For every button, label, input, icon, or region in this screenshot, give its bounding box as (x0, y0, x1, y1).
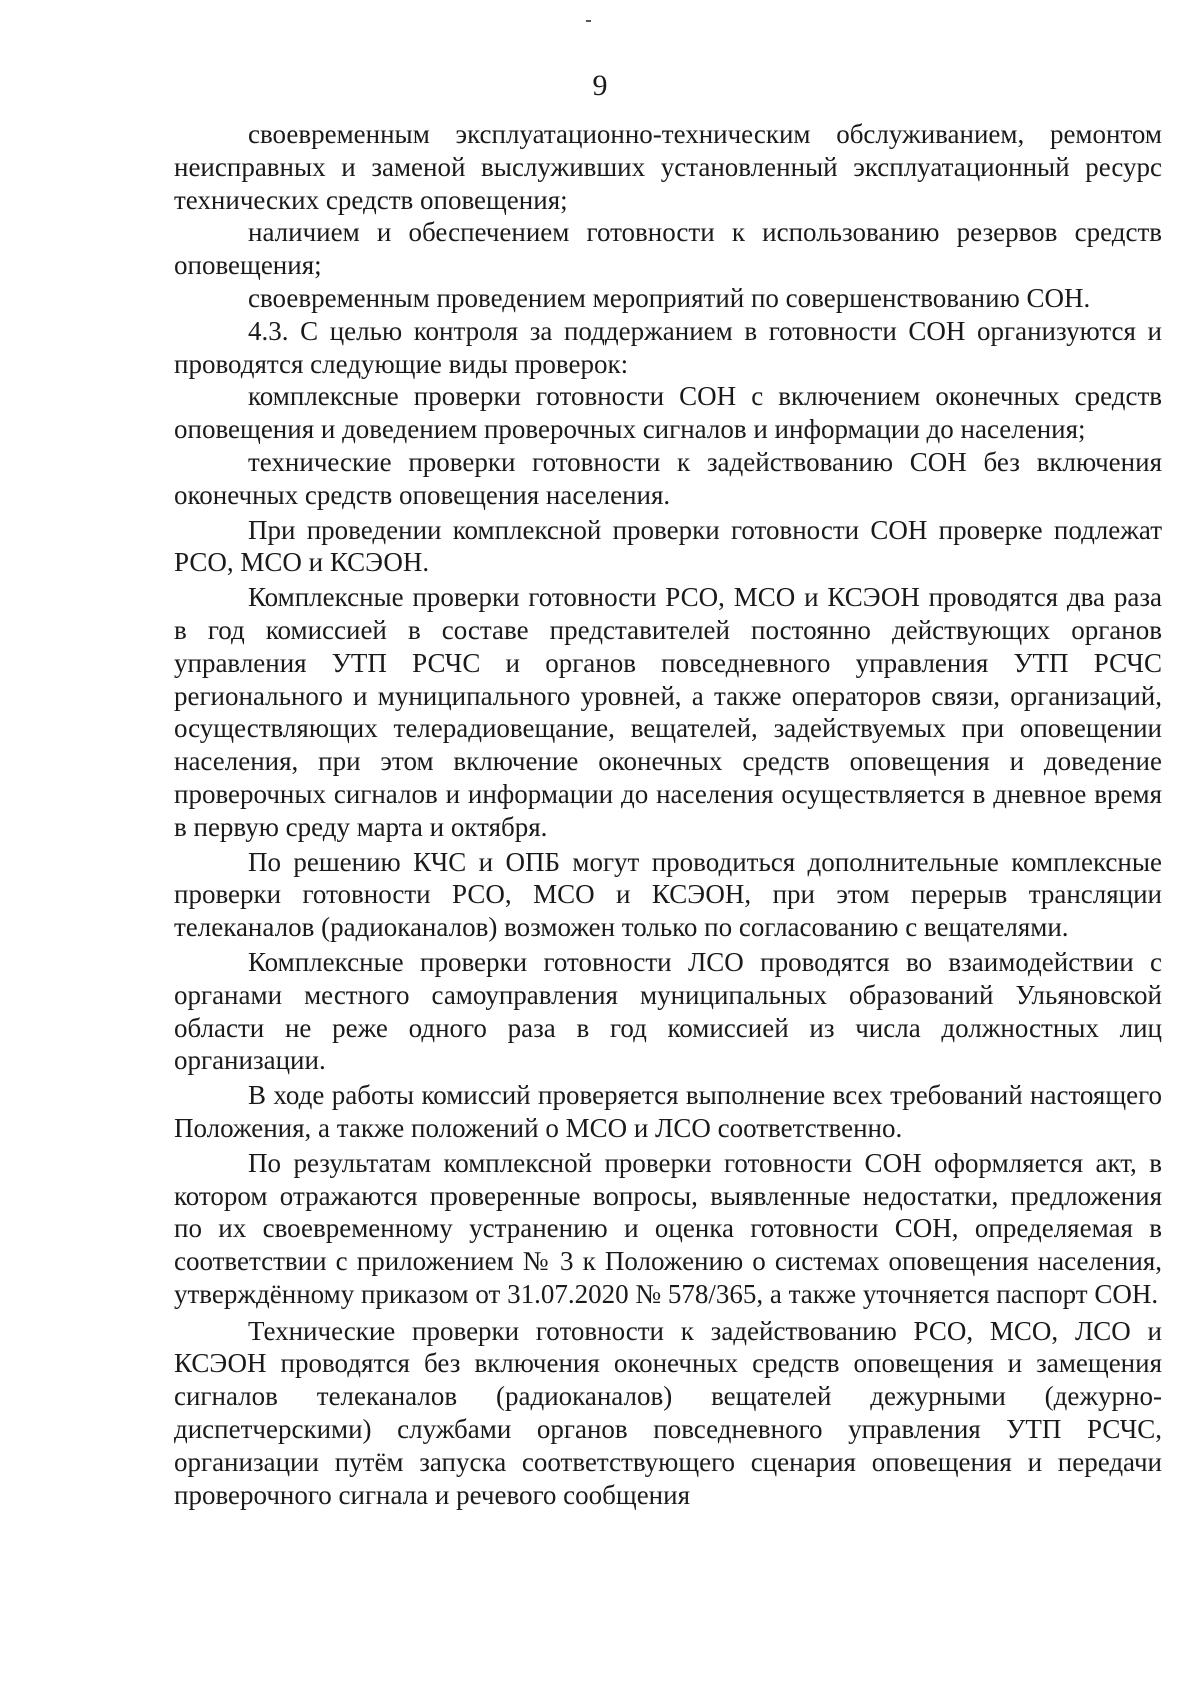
paragraph: Комплексные проверки готовности РСО, МСО и КСЭОН проводятся два раза в год комиссией в составе представителей постоянно действующих органов управления УТП РСЧС и органов повседневного управления УТП РСЧС регионального и муниципального уровней, а также операторов связи, организаций, осуществляющих телерадиовещание, вещателей, задействуемых при оповещении населения, при этом включение оконечных средств оповещения и доведение проверочных сигналов и информации до населения осуществляется в дневное время в первую среду марта и октября. (174, 582, 1162, 842)
paragraph: По результатам комплексной проверки готовности СОН оформляется акт, в котором отражаются проверенные вопросы, выявленные недостатки, предложения по их своевременному устранению и оценка готовности СОН, определяемая в соответствии с приложением № 3 к Положению о системах оповещения населения, утверждённому приказом от 31.07.2020 № 578/365, а также уточняется паспорт СОН. (174, 1147, 1162, 1309)
paragraph: комплексные проверки готовности СОН с включением оконечных средств оповещения и доведением проверочных сигналов и информации до населения; (174, 381, 1162, 445)
paragraph: 4.3. С целью контроля за поддержанием в готовности СОН организуются и проводятся следующие виды проверок: (174, 315, 1162, 379)
document-body (174, 118, 1162, 1511)
paragraph: В ходе работы комиссий проверяется выполнение всех требований настоящего Положения, а также положений о МСО и ЛСО соответственно. (174, 1080, 1162, 1143)
paragraph: своевременным проведением мероприятий по совершенствованию СОН. (248, 282, 1091, 313)
paragraph: По решению КЧС и ОПБ могут проводиться дополнительные комплексные проверки готовности РСО, МСО и КСЭОН, при этом перерыв трансляции телеканалов (радиоканалов) возможен только по согласованию с вещателями. (174, 846, 1162, 943)
paragraph: Комплексные проверки готовности ЛСО проводятся во взаимодействии с органами местного самоуправления муниципальных образований Ульяновской области не реже одного раза в год комиссией из числа должностных лиц организации. (174, 946, 1162, 1076)
paragraph: наличием и обеспечением готовности к использованию резервов средств оповещения; (174, 217, 1162, 281)
paragraph: своевременным эксплуатационно-техническим обслуживанием, ремонтом неисправных и заменой выслуживших установленный эксплуатационный ресурс технических средств оповещения; (174, 119, 1162, 215)
paragraph: При проведении комплексной проверки готовности СОН проверке подлежат РСО, МСО и КСЭОН. (174, 514, 1162, 578)
paragraph: Технические проверки готовности к задействованию РСО, МСО, ЛСО и КСЭОН проводятся без включения оконечных средств оповещения и замещения сигналов телеканалов (радиоканалов) вещателей дежурными (дежурно-диспетчерскими) службами органов повседневного управления УТП РСЧС, организации путём запуска соответствующего сценария оповещения и передачи проверочного сигнала и речевого сообщения (174, 1315, 1162, 1510)
paragraph: технические проверки готовности к задействованию СОН без включения оконечных средств оповещения населения. (174, 446, 1162, 510)
scan-artifact (586, 20, 591, 22)
page-number: 9 (592, 69, 608, 102)
